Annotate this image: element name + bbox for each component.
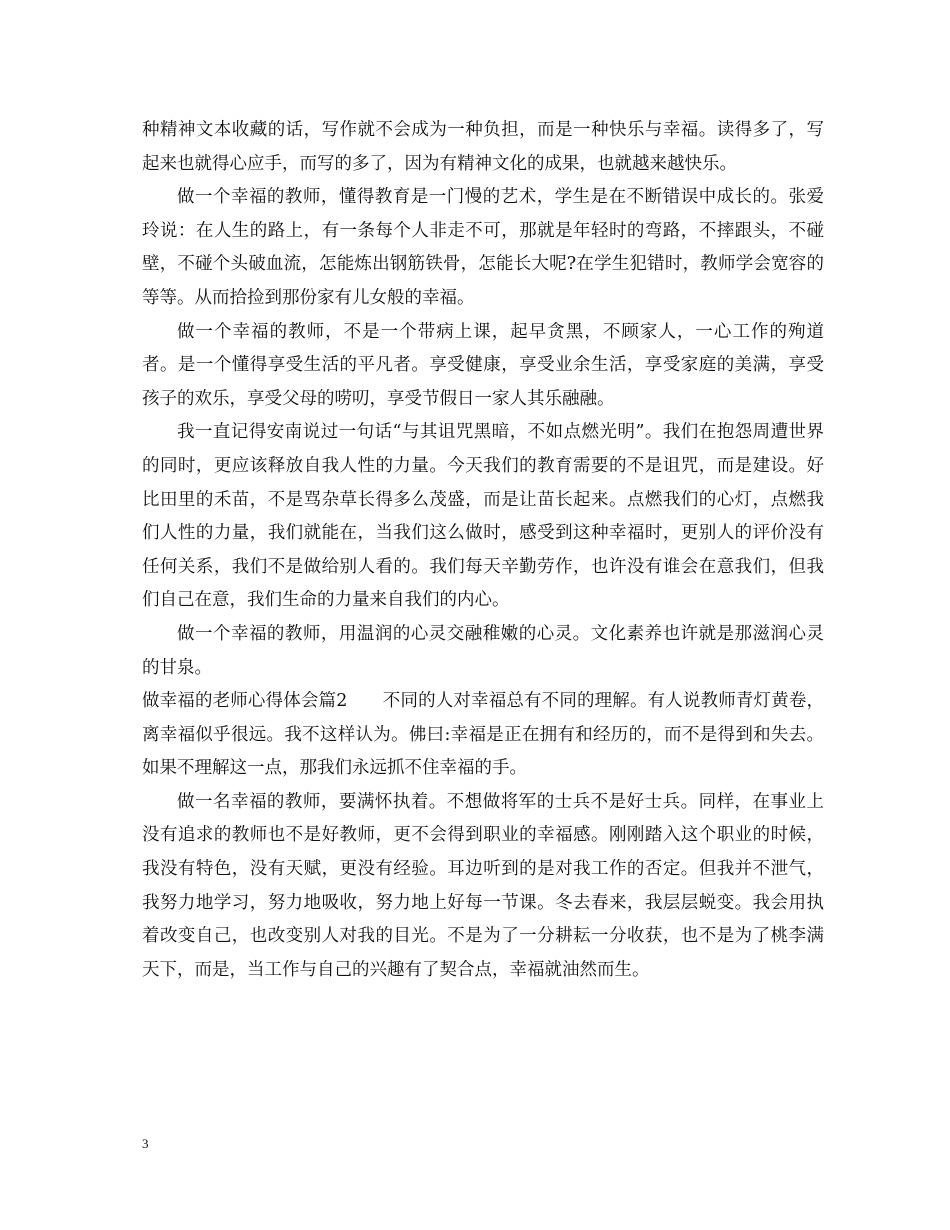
paragraph: 做一个幸福的教师，用温润的心灵交融稚嫩的心灵。文化素养也许就是那滋润心灵的甘泉。 (142, 623, 824, 678)
page-number: 3 (142, 1136, 149, 1151)
paragraph: 我一直记得安南说过一句话“与其诅咒黑暗，不如点燃光明”。我们在抱怨周遭世界的同时，更应该释放自我人性的力量。今天我们的教育需要的不是诅咒，而是建设。好比田里的禾苗，不是骂杂草长得多么茂盛，而是让苗长起来。点燃我们的心灯，点燃我们人性的力量，我们就能在，当我们这么做时，感受到这种幸福时，更别人的评价没有任何关系，我们不是做给别人看的。我们每天辛勤劳作，也许没有谁会在意我们，但我们自己在意，我们生命的力量来自我们的内心。 (142, 422, 824, 611)
paragraph: 做一个幸福的教师，不是一个带病上课，起早贪黑，不顾家人，一心工作的殉道者。是一个懂得享受生活的平凡者。享受健康，享受业余生活，享受家庭的美满，享受孩子的欢乐，享受父母的唠叨，享受节假日一家人其乐融融。 (142, 321, 824, 409)
paragraph: 做一名幸福的教师，要满怀执着。不想做将军的士兵不是好士兵。同样，在事业上没有追求的教师也不是好教师，更不会得到职业的幸福感。刚刚踏入这个职业的时候，我没有特色，没有天赋，更没有经验。耳边听到的是对我工作的否定。但我并不泄气，我努力地学习，努力地吸收，努力地上好每一节课。冬去春来，我层层蜕变。我会用执着改变自己，也改变别人对我的目光。不是为了一分耕耘一分收获，也不是为了桃李满天下，而是，当工作与自己的兴趣有了契合点，幸福就油然而生。 (142, 791, 824, 980)
document-body (142, 114, 824, 987)
section-heading-paragraph: 做幸福的老师心得体会篇2 不同的人对幸福总有不同的理解。有人说教师青灯黄卷，离幸福似乎很远。我不这样认为。佛曰:幸福是正在拥有和经历的，而不是得到和失去。如果不理解这一点，那我们永远抓不住幸福的手。 (142, 691, 824, 779)
paragraph: 做一个幸福的教师，懂得教育是一门慢的艺术，学生是在不断错误中成长的。张爱玲说：在人生的路上，有一条每个人非走不可，那就是年轻时的弯路，不摔跟头，不碰壁，不碰个头破血流，怎能炼出钢筋铁骨，怎能长大呢?在学生犯错时，教师学会宽容的等等。从而拾捡到那份家有儿女般的幸福。 (142, 187, 824, 308)
paragraph-continuation: 种精神文本收藏的话，写作就不会成为一种负担，而是一种快乐与幸福。读得多了，写起来也就得心应手，而写的多了，因为有精神文化的成果，也就越来越快乐。 (142, 120, 824, 174)
